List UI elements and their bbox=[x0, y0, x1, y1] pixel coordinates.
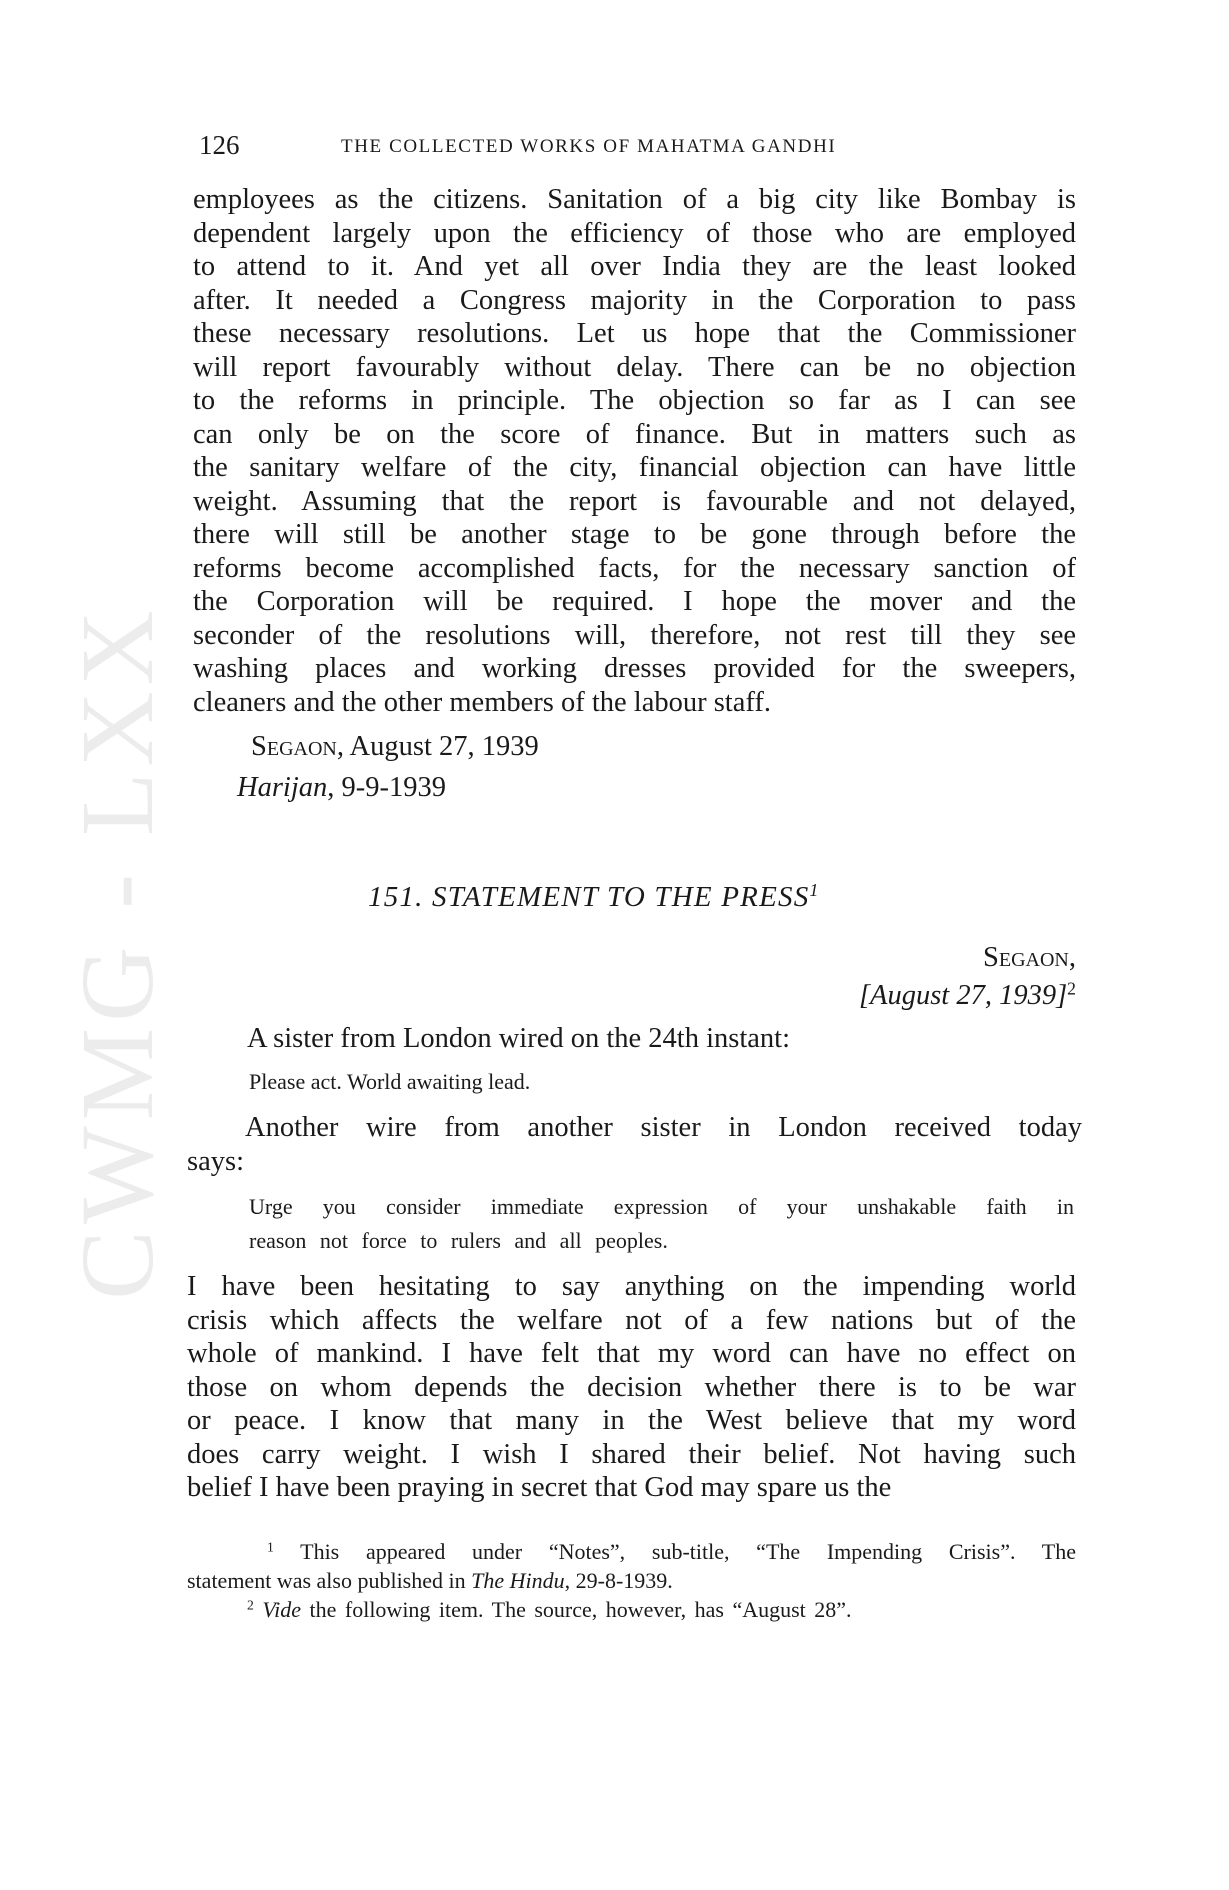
source-name: Harijan bbox=[237, 772, 328, 803]
running-title: THE COLLECTED WORKS OF MAHATMA GANDHI bbox=[341, 136, 837, 157]
text-line: employees as the citizens. Sanitation of a big city like Bombay is bbox=[193, 184, 1076, 215]
text-line: will report favourably without delay. There can be no objection bbox=[193, 351, 1076, 383]
footnote-1 bbox=[267, 1537, 1076, 1566]
heading-text: 151. STATEMENT TO THE PRESS bbox=[368, 881, 810, 913]
text-line: I have been hesitating to say anything on the impending world bbox=[187, 1271, 1076, 1302]
text-line: seconder of the resolutions will, therefore, not rest till they see bbox=[193, 619, 1076, 651]
footnote-text: the following item. The source, however, has “August 28”. bbox=[301, 1597, 852, 1622]
intro-2-line: Another wire from another sister in London received today bbox=[245, 1112, 1082, 1143]
footnote-mark: 1 bbox=[267, 1539, 274, 1555]
text-line: or peace. I know that many in the West believe that my word bbox=[187, 1405, 1076, 1436]
text-line: there will still be another stage to be gone through before the bbox=[193, 519, 1076, 550]
footnote-text: , 29-8-1939. bbox=[564, 1568, 673, 1593]
footnote-2 bbox=[247, 1595, 852, 1624]
text-line: can only be on the score of finance. But in matters such as bbox=[193, 418, 1076, 450]
text-line: those on whom depends the decision whether there is to be war bbox=[187, 1371, 1076, 1403]
quote-2-line: reason not force to rulers and all peoples. bbox=[249, 1228, 668, 1253]
footnote-ref[interactable]: 2 bbox=[1067, 978, 1076, 999]
footnote-mark: 2 bbox=[247, 1597, 254, 1613]
footnote-ref[interactable]: 1 bbox=[809, 880, 820, 901]
intro-1: A sister from London wired on the 24th instant: bbox=[247, 1023, 791, 1054]
publication-name: The Hindu bbox=[471, 1568, 565, 1593]
text-line: crisis which affects the welfare not of a few nations but of the bbox=[187, 1304, 1076, 1336]
text-line: washing places and working dresses provided for the sweepers, bbox=[193, 653, 1076, 684]
quote-1: Please act. World awaiting lead. bbox=[249, 1069, 531, 1094]
text-line: the Corporation will be required. I hope the mover and the bbox=[193, 586, 1076, 617]
signoff-place: Segaon bbox=[251, 731, 337, 762]
signoff-date: , August 27, 1939 bbox=[336, 731, 539, 762]
text-line: after. It needed a Congress majority in the Corporation to pass bbox=[193, 284, 1076, 316]
text-line: the sanitary welfare of the city, financial objection can have little bbox=[193, 452, 1076, 483]
quote-2-line: Urge you consider immediate expression of your unshakable faith in bbox=[249, 1194, 1074, 1219]
dateline-date bbox=[859, 979, 1076, 1013]
date: [August 27, 1939] bbox=[858, 980, 1068, 1011]
footnote-italic: Vide bbox=[262, 1597, 301, 1622]
text-line: belief I have been praying in secret that God may spare us the bbox=[187, 1472, 892, 1503]
text-line: to the reforms in principle. The objection so far as I can see bbox=[193, 385, 1076, 416]
section-heading bbox=[368, 880, 820, 914]
footnote-1-cont bbox=[187, 1566, 673, 1595]
intro-2-line: says: bbox=[187, 1146, 244, 1177]
text-line: reforms become accomplished facts, for the necessary sanction of bbox=[193, 552, 1076, 584]
signoff-place-date bbox=[251, 730, 539, 764]
watermark: CWMG - LXX bbox=[60, 604, 175, 1300]
text-line: these necessary resolutions. Let us hope that the Commissioner bbox=[193, 318, 1076, 349]
text-line: to attend to it. And yet all over India they are the least looked bbox=[193, 251, 1076, 282]
place: Segaon, bbox=[983, 942, 1076, 973]
dateline-place bbox=[983, 941, 1076, 975]
text-line: cleaners and the other members of the labour staff. bbox=[193, 686, 771, 718]
text-line: weight. Assuming that the report is favourable and not delayed, bbox=[193, 485, 1076, 517]
footnote-text: This appeared under “Notes”, sub-title, “The Impending Crisis”. The bbox=[300, 1539, 1076, 1564]
footnote-text: statement was also published in bbox=[187, 1568, 472, 1593]
text-line: does carry weight. I wish I shared their belief. Not having such bbox=[187, 1438, 1076, 1470]
source-date: , 9-9-1939 bbox=[327, 772, 446, 803]
text-line: dependent largely upon the efficiency of those who are employed bbox=[193, 217, 1076, 249]
page-number: 126 bbox=[199, 130, 240, 160]
text-line: whole of mankind. I have felt that my word can have no effect on bbox=[187, 1338, 1076, 1369]
signoff-source bbox=[237, 771, 446, 805]
